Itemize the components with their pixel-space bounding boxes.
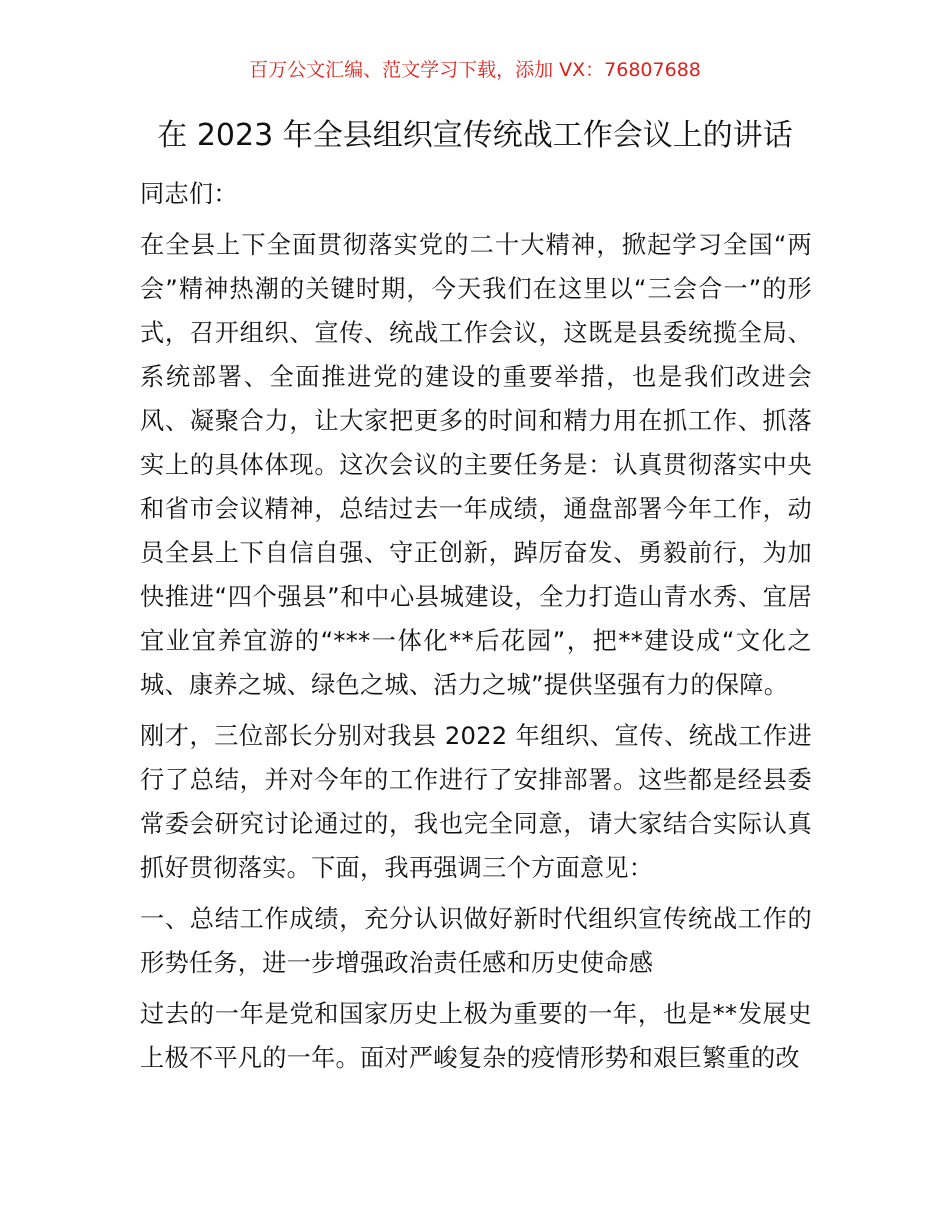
header-watermark: 百万公文汇编、范文学习下载，添加 VX：76807688 bbox=[249, 59, 701, 81]
section-heading-1: 一、总结工作成绩，充分认识做好新时代组织宣传统战工作的形势任务，进一步增强政治责任感和历史使命感 bbox=[140, 905, 812, 977]
document-title: 在 2023 年全县组织宣传统战工作会议上的讲话 bbox=[157, 118, 793, 153]
document-body bbox=[140, 172, 812, 1087]
paragraph-section-1: 过去的一年是党和国家历史上极为重要的一年，也是**发展史上极不平凡的一年。面对严峻复杂的疫情形势和艰巨繁重的改 bbox=[140, 1000, 812, 1072]
paragraph-summary: 刚才，三位部长分别对我县 2022 年组织、宣传、统战工作进行了总结，并对今年的工作进行了安排部署。这些都是经县委常委会研究讨论通过的，我也完全同意，请大家结合实际认真抓好贯彻落实。下面，我再强调三个方面意见： bbox=[140, 722, 812, 882]
salutation: 同志们： bbox=[140, 180, 238, 208]
paragraph-intro: 在全县上下全面贯彻落实党的二十大精神，掀起学习全国“两会”精神热潮的关键时期，今天我们在这里以“三会合一”的形式，召开组织、宣传、统战工作会议，这既是县委统揽全局、系统部署、全面推进党的建设的重要举措，也是我们改进会风、凝聚合力，让大家把更多的时间和精力用在抓工作、抓落实上的具体体现。这次会议的主要任务是：认真贯彻落实中央和省市会议精神，总结过去一年成绩，通盘部署今年工作，动员全县上下自信自强、守正创新，踔厉奋发、勇毅前行，为加快推进“四个强县”和中心县城建设，全力打造山青水秀、宜居宜业宜养宜游的“***一体化**后花园”，把**建设成“文化之城、康养之城、绿色之城、活力之城”提供坚强有力的保障。 bbox=[140, 231, 812, 699]
